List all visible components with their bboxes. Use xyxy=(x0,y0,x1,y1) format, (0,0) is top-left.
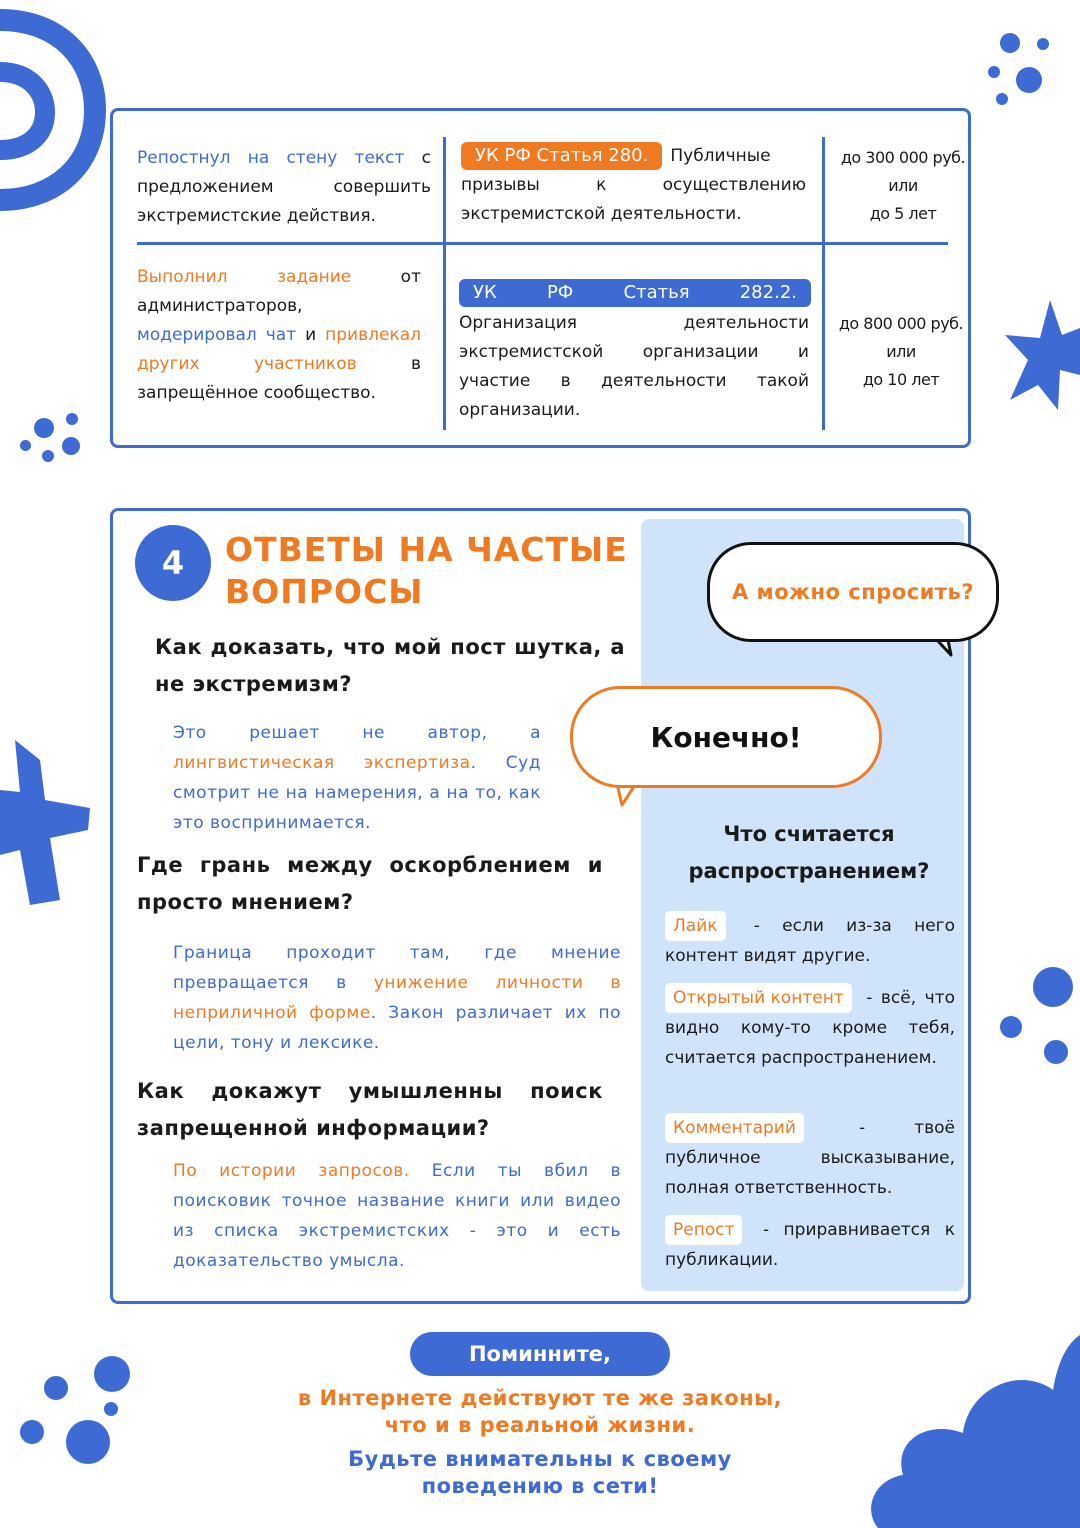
table-row-2-law: УК РФ Статья 282.2. Организация деятельности экстремистской организации и участие в деятельности такой организации. xyxy=(459,279,809,425)
section-number-badge: 4 xyxy=(135,525,211,601)
dot-decoration xyxy=(62,437,80,455)
law-table xyxy=(110,108,971,448)
dot-decoration xyxy=(1037,38,1049,50)
dot-decoration xyxy=(996,93,1008,105)
faq-question-2: Где грань между оскорблением и просто мнением? xyxy=(137,853,603,914)
dot-decoration xyxy=(20,1420,44,1444)
faq-answer-1: Это решает не автор, а лингвистическая экспертиза. Суд смотрит не на намерения, а на то, как это воспринимается. xyxy=(173,723,541,833)
spiral-decoration xyxy=(0,0,110,220)
speech-bubble-question: А можно спросить? xyxy=(707,542,999,642)
dot-decoration xyxy=(66,413,78,425)
law-article-tag: УК РФ Статья 282.2. xyxy=(459,279,811,307)
table-divider xyxy=(443,137,446,430)
distribution-title: Что считается распространением? xyxy=(688,822,930,883)
dot-decoration xyxy=(94,1356,130,1392)
dot-decoration xyxy=(988,66,1000,78)
table-divider xyxy=(822,137,825,430)
table-row-2-penalty: до 800 000 руб. или до 10 лет xyxy=(838,314,964,389)
remember-badge: Поминните, xyxy=(410,1332,670,1376)
table-row-2-action: Выполнил задание от администраторов, модерировал чат и привлекал других участников в запрещённое сообщество. xyxy=(137,267,421,403)
dot-decoration xyxy=(44,1376,68,1400)
term-item-repost: Репост - приравнивается к публикации. xyxy=(665,1215,955,1275)
table-row-1-penalty: до 300 000 руб. или до 5 лет xyxy=(840,148,966,223)
dot-decoration xyxy=(1016,67,1042,93)
footer-line-4: поведению в сети! xyxy=(421,1474,659,1498)
star-shape-decoration xyxy=(1000,290,1080,420)
term-item-comment: Комментарий - твоё публичное высказывание, полная ответственность. xyxy=(665,1113,955,1203)
term-item-open-content: Открытый контент - всё, что видно кому-то кроме тебя, считается распространением. xyxy=(665,983,955,1073)
faq-answer-3: По истории запросов. Если ты вбил в поисковик точное название книги или видео из списка экстремистских - это и есть доказательство умысла. xyxy=(173,1161,621,1271)
term-item-like: Лайк - если из-за него контент видят другие. xyxy=(665,911,955,971)
dot-decoration xyxy=(1033,967,1073,1007)
law-article-tag: УК РФ Статья 280. xyxy=(461,142,662,170)
footer-line-3: Будьте внимательны к своему xyxy=(348,1447,732,1471)
dot-decoration xyxy=(1000,1016,1022,1038)
faq-section xyxy=(110,508,974,1304)
faq-question-3: Как докажут умышленны поиск запрещенной информации? xyxy=(137,1079,603,1140)
dot-decoration xyxy=(34,418,54,438)
cloud-decoration xyxy=(868,1335,1080,1528)
faq-answer-2: Граница проходит там, где мнение превращается в унижение личности в неприличной форме. Закон различает их по цели, тону и лексике. xyxy=(173,943,622,1053)
table-divider xyxy=(137,242,948,245)
star-shape-decoration xyxy=(0,730,95,910)
footer-line-1: в Интернете действуют те же законы, xyxy=(297,1386,783,1410)
table-row-1-action: Репостнул на стену текст с предложением совершить экстремистские действия. xyxy=(137,148,431,226)
dot-decoration xyxy=(20,440,31,451)
dot-decoration xyxy=(1044,1040,1068,1064)
dot-decoration xyxy=(66,1420,110,1464)
table-row-1-law: УК РФ Статья 280. Публичные призывы к осуществлению экстремистской деятельности. xyxy=(461,142,806,229)
dot-decoration xyxy=(104,1402,118,1416)
section-title: ОТВЕТЫ НА ЧАСТЫЕ ВОПРОСЫ xyxy=(225,530,628,611)
dot-decoration xyxy=(1000,33,1020,53)
faq-question-1: Как доказать, что мой пост шутка, а не экстремизм? xyxy=(155,635,625,696)
speech-bubble-answer: Конечно! xyxy=(570,686,882,788)
dot-decoration xyxy=(42,450,54,462)
footer-line-2: что и в реальной жизни. xyxy=(384,1413,696,1437)
